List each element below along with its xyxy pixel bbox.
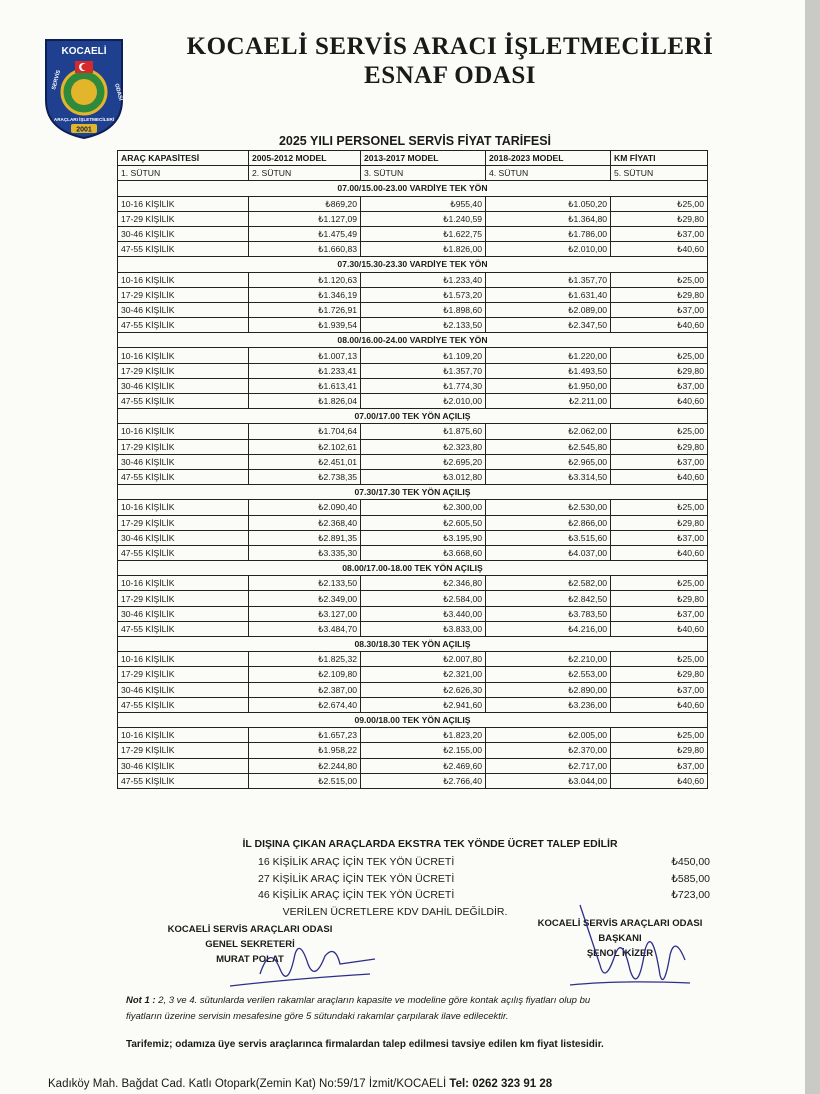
table-row <box>118 196 708 211</box>
capacity-cell: 17-29 KİŞİLİK <box>118 439 249 454</box>
table-row <box>118 621 708 636</box>
section-title: 07.00/17.00 TEK YÖN AÇILIŞ <box>118 409 708 424</box>
table-row <box>118 302 708 317</box>
extra-fee-label: 16 KİŞİLİK ARAÇ İÇİN TEK YÖN ÜCRETİ <box>258 856 455 868</box>
capacity-cell: 17-29 KİŞİLİK <box>118 515 249 530</box>
section-title: 07.00/15.00-23.00 VARDİYE TEK YÖN <box>118 181 708 196</box>
table-row <box>118 287 708 302</box>
note-1 <box>126 995 590 1006</box>
price-cell: ₺2.605,50 <box>361 515 486 530</box>
price-cell: ₺2.346,80 <box>361 576 486 591</box>
table-row <box>118 515 708 530</box>
price-cell: ₺1.826,00 <box>361 242 486 257</box>
column-index-cell: 4. SÜTUN <box>486 166 611 181</box>
price-cell: ₺29,80 <box>611 439 708 454</box>
price-cell: ₺1.357,70 <box>361 363 486 378</box>
capacity-cell: 10-16 KİŞİLİK <box>118 348 249 363</box>
price-cell: ₺29,80 <box>611 211 708 226</box>
price-cell: ₺3.668,60 <box>361 545 486 560</box>
price-cell: ₺29,80 <box>611 743 708 758</box>
tariff-subtitle: 2025 YILI PERSONEL SERVİS FİYAT TARİFESİ <box>278 134 552 148</box>
capacity-cell: 30-46 KİŞİLİK <box>118 454 249 469</box>
price-cell: ₺955,40 <box>361 196 486 211</box>
price-cell: ₺2.210,00 <box>486 652 611 667</box>
price-cell: ₺37,00 <box>611 606 708 621</box>
table-row <box>118 348 708 363</box>
price-cell: ₺1.726,91 <box>249 302 361 317</box>
table-row <box>118 728 708 743</box>
price-cell: ₺25,00 <box>611 348 708 363</box>
signatory-name: ŞENOL İKİZER <box>586 948 654 959</box>
column-index-cell: 3. SÜTUN <box>361 166 486 181</box>
price-cell: ₺2.005,00 <box>486 728 611 743</box>
table-row <box>118 242 708 257</box>
price-cell: ₺2.674,40 <box>249 697 361 712</box>
price-cell: ₺1.622,75 <box>361 226 486 241</box>
price-cell: ₺1.364,80 <box>486 211 611 226</box>
price-cell: ₺1.898,60 <box>361 302 486 317</box>
price-cell: ₺2.451,01 <box>249 454 361 469</box>
note-1-line-2: fiyatların üzerine servisin mesafesine göre 5 sütundaki rakamlar çarpılarak ilave edilecektir. <box>126 1011 509 1022</box>
table-header-row <box>118 151 708 166</box>
price-cell: ₺25,00 <box>611 652 708 667</box>
column-index-cell: 5. SÜTUN <box>611 166 708 181</box>
signatory-org: KOCAELİ SERVİS ARAÇLARI ODASI <box>167 924 333 935</box>
price-cell: ₺4.037,00 <box>486 545 611 560</box>
logo-bottom-text: ARAÇLARI İŞLETMECİLERİ <box>53 117 115 122</box>
price-cell: ₺37,00 <box>611 758 708 773</box>
table-row <box>118 424 708 439</box>
price-cell: ₺37,00 <box>611 682 708 697</box>
capacity-cell: 47-55 KİŞİLİK <box>118 545 249 560</box>
signature-left-scribble <box>200 934 380 994</box>
price-cell: ₺2.941,60 <box>361 697 486 712</box>
recommendation-note: Tarifemiz; odamıza üye servis araçlarınca firmalardan talep edilmesi tavsiye edilen km fiyat listesidir. <box>126 1039 604 1050</box>
price-cell: ₺40,60 <box>611 394 708 409</box>
capacity-cell: 30-46 KİŞİLİK <box>118 758 249 773</box>
price-cell: ₺3.236,00 <box>486 697 611 712</box>
capacity-cell: 30-46 KİŞİLİK <box>118 606 249 621</box>
price-cell: ₺2.891,35 <box>249 530 361 545</box>
price-cell: ₺1.826,04 <box>249 394 361 409</box>
table-row <box>118 454 708 469</box>
capacity-cell: 17-29 KİŞİLİK <box>118 287 249 302</box>
table-row <box>118 439 708 454</box>
capacity-cell: 30-46 KİŞİLİK <box>118 378 249 393</box>
section-title: 09.00/18.00 TEK YÖN AÇILIŞ <box>118 712 708 727</box>
price-cell: ₺3.833,00 <box>361 621 486 636</box>
price-cell: ₺25,00 <box>611 728 708 743</box>
table-row <box>118 469 708 484</box>
chamber-logo <box>44 38 124 140</box>
price-cell: ₺2.582,00 <box>486 576 611 591</box>
price-cell: ₺40,60 <box>611 318 708 333</box>
price-cell: ₺2.766,40 <box>361 773 486 788</box>
price-cell: ₺1.939,54 <box>249 318 361 333</box>
price-cell: ₺2.370,00 <box>486 743 611 758</box>
vat-note: VERİLEN ÜCRETLERE KDV DAHİL DEĞİLDİR. <box>282 906 508 918</box>
price-cell: ₺1.950,00 <box>486 378 611 393</box>
price-cell: ₺1.346,19 <box>249 287 361 302</box>
price-cell: ₺1.050,20 <box>486 196 611 211</box>
phone-label: Tel: <box>449 1078 469 1090</box>
price-cell: ₺2.323,80 <box>361 439 486 454</box>
price-cell: ₺2.738,35 <box>249 469 361 484</box>
price-cell: ₺3.783,50 <box>486 606 611 621</box>
column-index-row <box>118 166 708 181</box>
extra-fee-label: 27 KİŞİLİK ARAÇ İÇİN TEK YÖN ÜCRETİ <box>258 873 455 885</box>
price-cell: ₺1.958,22 <box>249 743 361 758</box>
logo-top-text: KOCAELİ <box>61 46 107 57</box>
section-title: 07.30/17.30 TEK YÖN AÇILIŞ <box>118 485 708 500</box>
price-cell: ₺2.102,61 <box>249 439 361 454</box>
capacity-cell: 17-29 KİŞİLİK <box>118 743 249 758</box>
page-edge <box>805 0 820 1094</box>
price-cell: ₺37,00 <box>611 378 708 393</box>
table-row <box>118 211 708 226</box>
price-cell: ₺1.007,13 <box>249 348 361 363</box>
price-cell: ₺2.626,30 <box>361 682 486 697</box>
price-cell: ₺40,60 <box>611 545 708 560</box>
capacity-cell: 47-55 KİŞİLİK <box>118 621 249 636</box>
section-header-row <box>118 409 708 424</box>
capacity-cell: 47-55 KİŞİLİK <box>118 394 249 409</box>
table-row <box>118 682 708 697</box>
table-row <box>118 697 708 712</box>
price-cell: ₺1.573,20 <box>361 287 486 302</box>
table-row <box>118 530 708 545</box>
signatory-role: GENEL SEKRETERİ <box>205 939 295 950</box>
price-cell: ₺3.012,80 <box>361 469 486 484</box>
price-cell: ₺37,00 <box>611 454 708 469</box>
column-index-cell: 2. SÜTUN <box>249 166 361 181</box>
price-cell: ₺2.842,50 <box>486 591 611 606</box>
price-cell: ₺2.584,00 <box>361 591 486 606</box>
price-cell: ₺3.515,60 <box>486 530 611 545</box>
table-row <box>118 591 708 606</box>
capacity-cell: 10-16 KİŞİLİK <box>118 424 249 439</box>
table-row <box>118 545 708 560</box>
price-cell: ₺2.211,00 <box>486 394 611 409</box>
price-cell: ₺37,00 <box>611 302 708 317</box>
price-cell: ₺1.660,83 <box>249 242 361 257</box>
price-cell: ₺1.823,20 <box>361 728 486 743</box>
capacity-cell: 30-46 KİŞİLİK <box>118 226 249 241</box>
title-line-1: KOCAELİ SERVİS ARACI İŞLETMECİLERİ <box>186 33 714 60</box>
capacity-cell: 47-55 KİŞİLİK <box>118 242 249 257</box>
price-cell: ₺2.244,80 <box>249 758 361 773</box>
price-cell: ₺1.774,30 <box>361 378 486 393</box>
capacity-cell: 47-55 KİŞİLİK <box>118 469 249 484</box>
price-cell: ₺3.440,00 <box>361 606 486 621</box>
capacity-cell: 17-29 KİŞİLİK <box>118 211 249 226</box>
price-cell: ₺3.195,90 <box>361 530 486 545</box>
extra-fee-value: ₺723,00 <box>671 889 710 901</box>
price-cell: ₺1.475,49 <box>249 226 361 241</box>
capacity-cell: 47-55 KİŞİLİK <box>118 773 249 788</box>
table-row <box>118 606 708 621</box>
price-cell: ₺2.347,50 <box>486 318 611 333</box>
price-cell: ₺2.300,00 <box>361 500 486 515</box>
column-index-cell: 1. SÜTUN <box>118 166 249 181</box>
price-cell: ₺1.220,00 <box>486 348 611 363</box>
price-cell: ₺2.090,40 <box>249 500 361 515</box>
section-title: 07.30/15.30-23.30 VARDİYE TEK YÖN <box>118 257 708 272</box>
price-cell: ₺3.314,50 <box>486 469 611 484</box>
price-cell: ₺1.825,32 <box>249 652 361 667</box>
price-cell: ₺2.349,00 <box>249 591 361 606</box>
capacity-cell: 47-55 KİŞİLİK <box>118 318 249 333</box>
price-cell: ₺2.866,00 <box>486 515 611 530</box>
section-header-row <box>118 181 708 196</box>
extra-fee-value: ₺585,00 <box>671 873 710 885</box>
price-cell: ₺2.109,80 <box>249 667 361 682</box>
page-title <box>130 32 770 90</box>
table-row <box>118 378 708 393</box>
price-cell: ₺25,00 <box>611 272 708 287</box>
capacity-cell: 10-16 KİŞİLİK <box>118 196 249 211</box>
price-cell: ₺1.657,23 <box>249 728 361 743</box>
extra-fee-title: İL DIŞINA ÇIKAN ARAÇLARDA EKSTRA TEK YÖNDE ÜCRET TALEP EDİLİR <box>242 838 618 850</box>
price-cell: ₺4.216,00 <box>486 621 611 636</box>
capacity-cell: 30-46 KİŞİLİK <box>118 682 249 697</box>
capacity-cell: 47-55 KİŞİLİK <box>118 697 249 712</box>
section-header-row <box>118 561 708 576</box>
signatory-org: KOCAELİ SERVİS ARAÇLARI ODASI <box>537 918 703 929</box>
phone-number: 0262 323 91 28 <box>469 1078 553 1090</box>
price-cell: ₺2.890,00 <box>486 682 611 697</box>
price-cell: ₺2.321,00 <box>361 667 486 682</box>
note-1-line-1: 2, 3 ve 4. sütunlarda verilen rakamlar araçların kapasite ve modeline göre kontak açılış fiyatları olup bu <box>155 995 591 1006</box>
price-cell: ₺25,00 <box>611 196 708 211</box>
price-cell: ₺2.545,80 <box>486 439 611 454</box>
price-cell: ₺2.062,00 <box>486 424 611 439</box>
price-cell: ₺2.133,50 <box>249 576 361 591</box>
table-row <box>118 743 708 758</box>
price-cell: ₺2.515,00 <box>249 773 361 788</box>
price-cell: ₺869,20 <box>249 196 361 211</box>
price-cell: ₺2.010,00 <box>486 242 611 257</box>
address-text: Kadıköy Mah. Bağdat Cad. Katlı Otopark(Zemin Kat) No:59/17 İzmit/KOCAELİ <box>48 1078 450 1090</box>
footer-address <box>48 1078 552 1090</box>
table-row <box>118 272 708 287</box>
extra-fee-value: ₺450,00 <box>671 856 710 868</box>
capacity-cell: 30-46 KİŞİLİK <box>118 302 249 317</box>
table-row <box>118 500 708 515</box>
table-row <box>118 758 708 773</box>
signature-right-scribble <box>560 895 700 1005</box>
price-cell: ₺2.368,40 <box>249 515 361 530</box>
table-row <box>118 576 708 591</box>
price-cell: ₺29,80 <box>611 363 708 378</box>
table-row <box>118 363 708 378</box>
price-cell: ₺29,80 <box>611 515 708 530</box>
column-header: 2018-2023 MODEL <box>486 151 611 166</box>
price-cell: ₺40,60 <box>611 242 708 257</box>
title-line-2: ESNAF ODASI <box>364 62 536 89</box>
price-cell: ₺1.357,70 <box>486 272 611 287</box>
price-cell: ₺1.109,20 <box>361 348 486 363</box>
price-cell: ₺1.613,41 <box>249 378 361 393</box>
price-cell: ₺40,60 <box>611 621 708 636</box>
price-cell: ₺1.240,59 <box>361 211 486 226</box>
price-cell: ₺1.233,41 <box>249 363 361 378</box>
price-cell: ₺29,80 <box>611 287 708 302</box>
price-cell: ₺2.695,20 <box>361 454 486 469</box>
table-row <box>118 226 708 241</box>
section-title: 08.30/18.30 TEK YÖN AÇILIŞ <box>118 637 708 652</box>
price-cell: ₺1.786,00 <box>486 226 611 241</box>
table-row <box>118 394 708 409</box>
price-cell: ₺40,60 <box>611 773 708 788</box>
price-cell: ₺40,60 <box>611 469 708 484</box>
price-cell: ₺29,80 <box>611 591 708 606</box>
price-cell: ₺25,00 <box>611 576 708 591</box>
price-cell: ₺3.044,00 <box>486 773 611 788</box>
price-cell: ₺40,60 <box>611 697 708 712</box>
price-cell: ₺2.469,60 <box>361 758 486 773</box>
section-header-row <box>118 637 708 652</box>
price-cell: ₺2.133,50 <box>361 318 486 333</box>
capacity-cell: 10-16 KİŞİLİK <box>118 728 249 743</box>
capacity-cell: 10-16 KİŞİLİK <box>118 500 249 515</box>
price-cell: ₺37,00 <box>611 226 708 241</box>
logo-right-text: ODASI <box>113 82 124 102</box>
signatory-role: BAŞKANI <box>598 933 642 944</box>
logo-left-text: SERVİS <box>51 69 63 91</box>
extra-fee-label: 46 KİŞİLİK ARAÇ İÇİN TEK YÖN ÜCRETİ <box>258 889 455 901</box>
price-cell: ₺2.530,00 <box>486 500 611 515</box>
price-cell: ₺2.553,00 <box>486 667 611 682</box>
capacity-cell: 10-16 KİŞİLİK <box>118 576 249 591</box>
price-cell: ₺1.233,40 <box>361 272 486 287</box>
price-cell: ₺25,00 <box>611 424 708 439</box>
price-cell: ₺2.089,00 <box>486 302 611 317</box>
price-cell: ₺1.120,63 <box>249 272 361 287</box>
table-row <box>118 318 708 333</box>
price-cell: ₺1.127,09 <box>249 211 361 226</box>
price-cell: ₺1.704,64 <box>249 424 361 439</box>
table-row <box>118 667 708 682</box>
capacity-cell: 30-46 KİŞİLİK <box>118 530 249 545</box>
table-row <box>118 773 708 788</box>
price-cell: ₺2.717,00 <box>486 758 611 773</box>
section-title: 08.00/17.00-18.00 TEK YÖN AÇILIŞ <box>118 561 708 576</box>
section-header-row <box>118 712 708 727</box>
table-row <box>118 652 708 667</box>
capacity-cell: 17-29 KİŞİLİK <box>118 591 249 606</box>
section-header-row <box>118 333 708 348</box>
capacity-cell: 17-29 KİŞİLİK <box>118 363 249 378</box>
column-header: 2005-2012 MODEL <box>249 151 361 166</box>
price-cell: ₺2.010,00 <box>361 394 486 409</box>
price-cell: ₺2.155,00 <box>361 743 486 758</box>
price-cell: ₺2.387,00 <box>249 682 361 697</box>
price-cell: ₺2.007,80 <box>361 652 486 667</box>
logo-year: 2001 <box>76 126 92 134</box>
price-cell: ₺3.484,70 <box>249 621 361 636</box>
column-header: 2013-2017 MODEL <box>361 151 486 166</box>
price-cell: ₺29,80 <box>611 667 708 682</box>
note-1-label: Not 1 : <box>126 995 156 1006</box>
section-title: 08.00/16.00-24.00 VARDİYE TEK YÖN <box>118 333 708 348</box>
capacity-cell: 10-16 KİŞİLİK <box>118 272 249 287</box>
tariff-table <box>117 150 708 789</box>
price-cell: ₺3.335,30 <box>249 545 361 560</box>
section-header-row <box>118 257 708 272</box>
section-header-row <box>118 485 708 500</box>
column-header: KM FİYATI <box>611 151 708 166</box>
price-cell: ₺37,00 <box>611 530 708 545</box>
price-cell: ₺1.875,60 <box>361 424 486 439</box>
price-cell: ₺3.127,00 <box>249 606 361 621</box>
column-header: ARAÇ KAPASİTESİ <box>118 151 249 166</box>
price-cell: ₺1.493,50 <box>486 363 611 378</box>
signatory-name: MURAT POLAT <box>216 954 284 965</box>
price-cell: ₺25,00 <box>611 500 708 515</box>
capacity-cell: 17-29 KİŞİLİK <box>118 667 249 682</box>
price-cell: ₺2.965,00 <box>486 454 611 469</box>
capacity-cell: 10-16 KİŞİLİK <box>118 652 249 667</box>
price-cell: ₺1.631,40 <box>486 287 611 302</box>
